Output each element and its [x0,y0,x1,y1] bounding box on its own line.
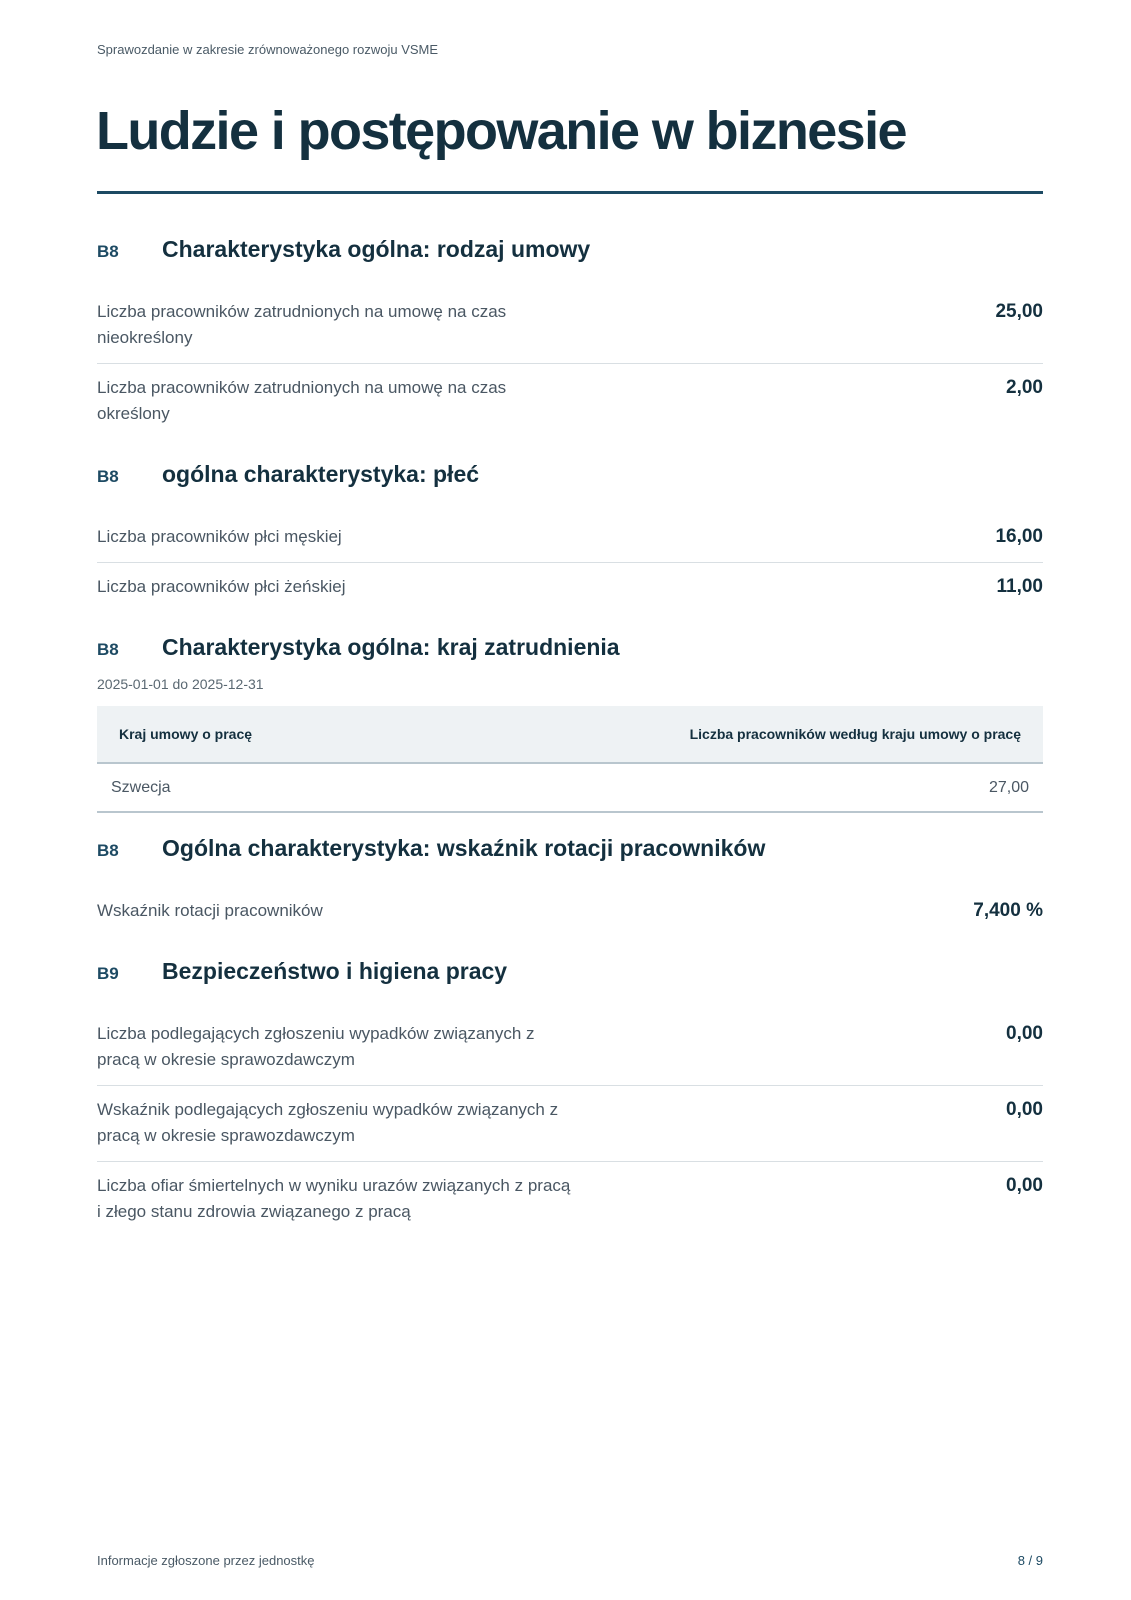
title-divider [97,191,1043,194]
metric-row [97,513,1043,563]
metric-row [97,1086,1043,1162]
metric-value: 0,00 [1006,1099,1043,1120]
section-title: ogólna charakterystyka: płeć [162,461,480,487]
table-row [97,763,1043,812]
metric-label: Wskaźnik podlegających zgłoszeniu wypadków związanych z pracą w okresie sprawozdawczym [97,1100,559,1145]
metric-value: 7,400 % [973,900,1043,921]
column-header-employees: Liczba pracowników według kraju umowy o pracę [385,706,1043,763]
date-range: 2025-01-01 do 2025-12-31 [97,676,264,692]
metric-row [97,1010,1043,1086]
section-heading [97,835,1043,873]
section-health-safety [97,958,1043,1237]
section-code: B8 [97,640,119,659]
report-content [97,236,1043,1237]
metric-value: 16,00 [995,526,1043,547]
metric-label: Liczba pracowników zatrudnionych na umowę na czas określony [97,378,507,423]
section-code: B8 [97,242,119,261]
metric-label: Liczba ofiar śmiertelnych w wyniku urazów związanych z pracą i złego stanu zdrowia związanego z pracą [97,1176,571,1221]
metric-label: Liczba pracowników płci męskiej [97,527,342,546]
section-turnover [97,835,1043,936]
section-title: Bezpieczeństwo i higiena pracy [162,958,508,984]
metric-row [97,1162,1043,1237]
metric-row [97,288,1043,364]
section-code: B9 [97,964,119,983]
section-title: Ogólna charakterystyka: wskaźnik rotacji pracowników [162,835,766,861]
section-heading [97,461,1043,499]
metric-label: Liczba podlegających zgłoszeniu wypadków związanych z pracą w okresie sprawozdawczym [97,1024,535,1069]
section-country [97,634,1043,813]
metric-list [97,1010,1043,1237]
metric-label: Liczba pracowników zatrudnionych na umowę na czas nieokreślony [97,302,507,347]
country-table [97,706,1043,813]
metric-value: 11,00 [996,576,1043,597]
section-heading [97,236,1043,274]
page-footer [97,1553,1043,1568]
metric-row [97,364,1043,439]
page-title: Ludzie i postępowanie w biznesie [96,101,906,161]
metric-label: Liczba pracowników płci żeńskiej [97,577,346,596]
section-heading [97,634,1043,672]
metric-row [97,887,1043,936]
table-header-row [97,706,1043,763]
metric-value: 25,00 [995,301,1043,322]
page-header: Sprawozdanie w zakresie zrównoważonego rozwoju VSME [97,42,439,57]
metric-value: 0,00 [1006,1023,1043,1044]
section-gender [97,461,1043,612]
section-heading [97,958,1043,996]
metric-row [97,563,1043,612]
metric-value: 2,00 [1006,377,1043,398]
section-title: Charakterystyka ogólna: kraj zatrudnienia [162,634,620,660]
column-header-country: Kraj umowy o pracę [97,706,385,763]
page-number: 8 / 9 [1017,1553,1043,1568]
metric-value: 0,00 [1006,1175,1043,1196]
metric-list [97,513,1043,612]
metric-label: Wskaźnik rotacji pracowników [97,901,323,920]
table-cell-employees: 27,00 [385,763,1043,812]
metric-list [97,887,1043,936]
footer-note: Informacje zgłoszone przez jednostkę [97,1553,315,1568]
section-code: B8 [97,467,119,486]
section-title: Charakterystyka ogólna: rodzaj umowy [162,236,591,262]
table-cell-country: Szwecja [97,763,385,812]
section-code: B8 [97,841,119,860]
section-contract-type [97,236,1043,439]
metric-list [97,288,1043,439]
